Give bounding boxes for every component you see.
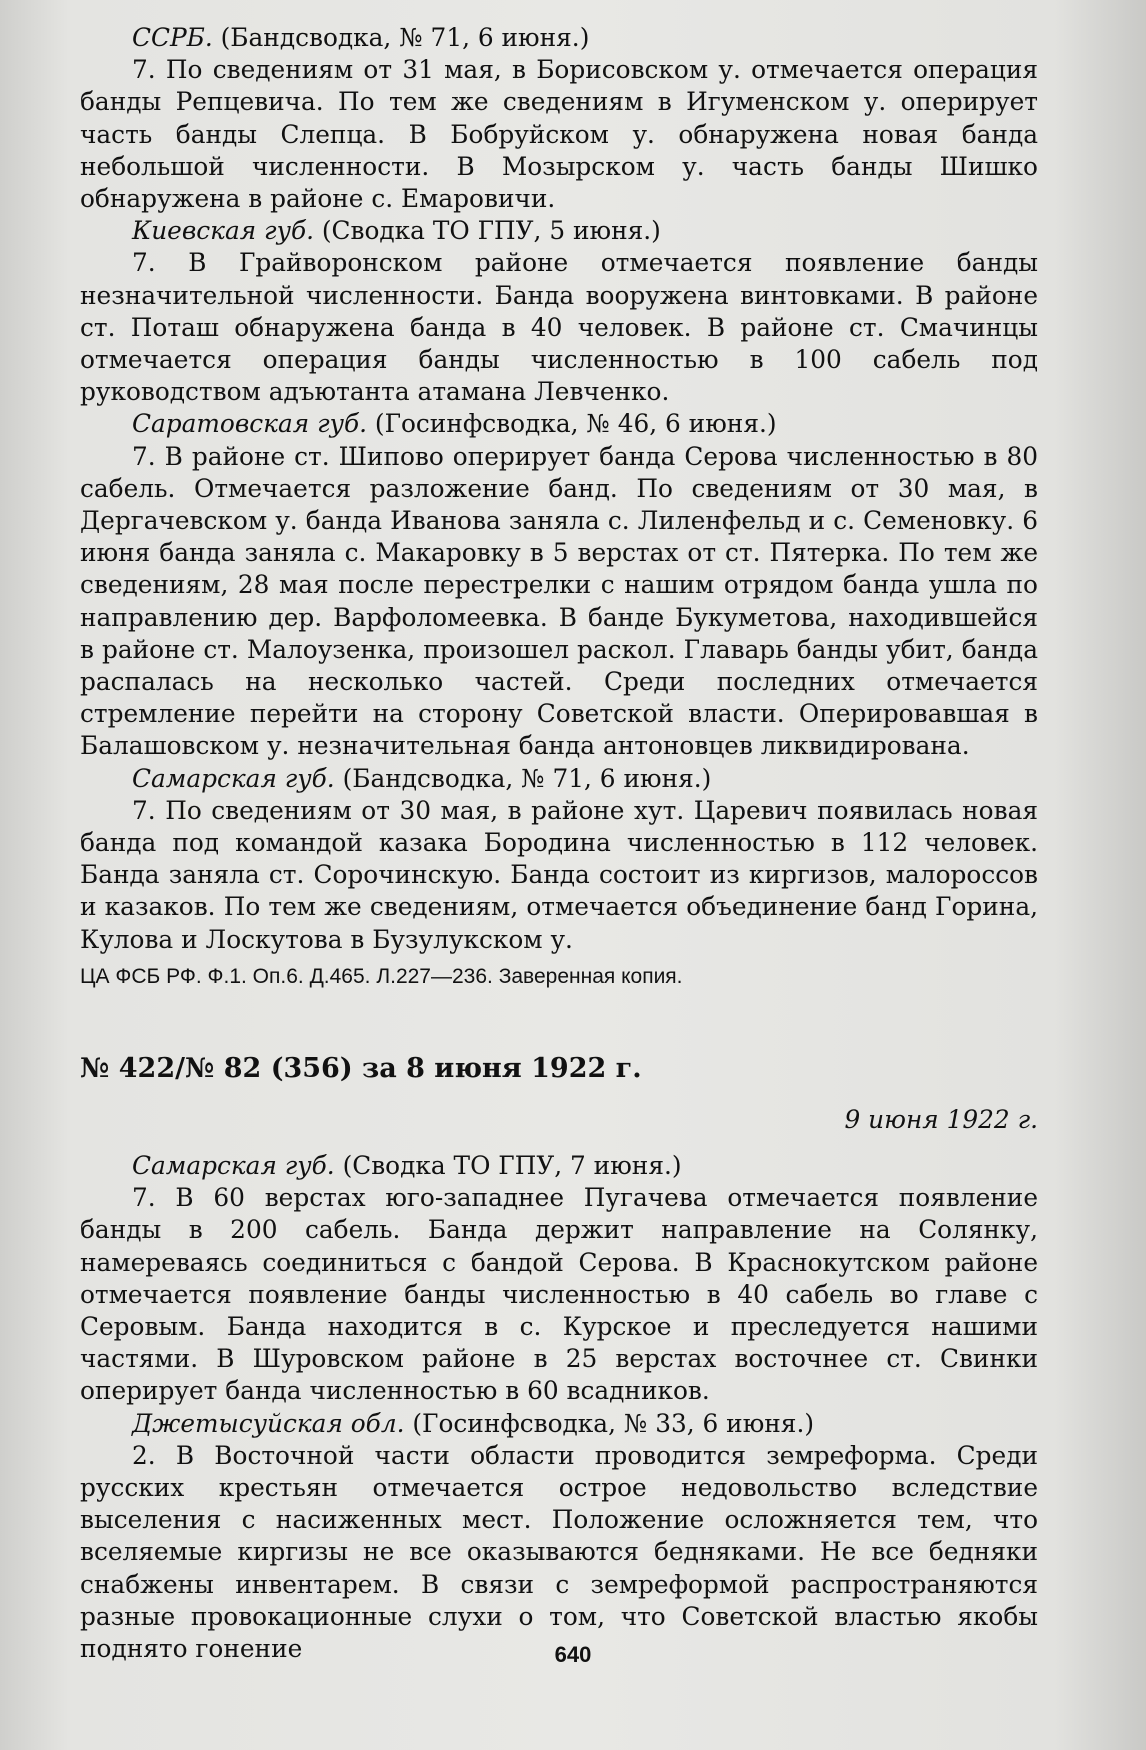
source-ref: (Бандсводка, № 71, 6 июня.): [334, 763, 712, 793]
section-source: [80, 763, 1038, 795]
page-number: 640: [554, 1642, 592, 1667]
document-heading: № 422/№ 82 (356) за 8 июня 1922 г.: [80, 1052, 642, 1084]
section-paragraph: 7. По сведениям от 30 мая, в районе хут. Царевич появилась новая банда под командой казака Бородина численностью в 112 человек. Банда заняла ст. Сорочинскую. Банда состоит из киргизов, малороссов и казаков. По тем же сведениям, отмечается объединение банд Горина, Кулова и Лоскутова в Бузулукском у.: [80, 795, 1038, 954]
report-section-dzhetysu: [80, 1408, 1038, 1666]
section-source: [80, 22, 1038, 54]
region-name: ССРБ.: [132, 23, 213, 52]
source-ref: (Госинфсводка, № 33, 6 июня.): [404, 1408, 815, 1438]
report-section-kiev: [80, 215, 1038, 408]
section-paragraph: 7. По сведениям от 31 мая, в Борисовском у. отмечается операция банды Репцевича. По тем же сведениям в Игуменском у. оперирует часть банды Слепца. В Бобруйском у. обнаружена новая банда небольшой численности. В Мозырском у. часть банды Шишко обнаружена в районе с. Емаровичи.: [80, 55, 1038, 214]
report-section-samara-2: [80, 1150, 1038, 1408]
archive-reference: ЦА ФСБ РФ. Ф.1. Оп.6. Д.465. Л.227—236. Заверенная копия.: [80, 964, 683, 988]
section-source: [80, 1408, 1038, 1440]
region-name: Джетысуйская обл.: [132, 1408, 405, 1438]
section-paragraph: 2. В Восточной части области проводится земреформа. Среди русских крестьян отмечается острое недовольство вследствие выселения с насиженных мест. Положение осложняется тем, что вселяемые киргизы не все оказываются бедняками. Не все бедняки снабжены инвентарем. В связи с земреформой распространяются разные провокационные слухи о том, что Советской властью якобы поднято гонение: [80, 1440, 1038, 1663]
source-ref: (Бандсводка, № 71, 6 июня.): [212, 23, 590, 52]
section-paragraph: 7. В 60 верстах юго-западнее Пугачева отмечается появление банды в 200 сабель. Банда держит направление на Солянку, намереваясь соединиться с бандой Серова. В Краснокутском районе отмечается появление банды численностью в 40 сабель во главе с Серовым. Банда находится в с. Курское и преследуется нашими частями. В Шуровском районе в 25 верстах восточнее ст. Свинки оперирует банда численностью в 60 всадников.: [80, 1183, 1038, 1406]
source-ref: (Госинфсводка, № 46, 6 июня.): [367, 409, 777, 439]
source-ref: (Сводка ТО ГПУ, 5 июня.): [313, 216, 661, 246]
report-section-samara: [80, 763, 1038, 956]
section-source: [80, 1150, 1038, 1182]
section-paragraph: 7. В районе ст. Шипово оперирует банда Серова численностью в 80 сабель. Отмечается разложение банд. По сведениям от 30 мая, в Дергачевском у. банда Иванова заняла с. Лиленфельд и с. Семеновку. 6 июня банда заняла с. Макаровку в 5 верстах от ст. Пятерка. По тем же сведениям, 28 мая после перестрелки с нашим отрядом банда ушла по направлению дер. Варфоломеевка. В банде Букуметова, находившейся в районе ст. Малоузенка, произошел раскол. Главарь банды убит, банда распалась на несколько частей. Среди последних отмечается стремление перейти на сторону Советской власти. Оперировавшая в Балашовском у. незначительная банда антоновцев ликвидирована.: [80, 441, 1038, 761]
section-source: [80, 408, 1038, 440]
region-name: Самарская губ.: [132, 763, 335, 793]
section-source: [80, 215, 1038, 247]
report-section-ssrb: [80, 22, 1038, 215]
document-date: 9 июня 1922 г.: [844, 1104, 1038, 1134]
section-paragraph: 7. В Грайворонском районе отмечается появление банды незначительной численности. Банда вооружена винтовками. В районе ст. Поташ обнаружена банда в 40 человек. В районе ст. Смачинцы отмечается операция банды численностью в 100 сабель под руководством адъютанта атамана Левченко.: [80, 248, 1038, 407]
region-name: Саратовская губ.: [132, 409, 368, 439]
source-ref: (Сводка ТО ГПУ, 7 июня.): [334, 1150, 682, 1180]
report-section-saratov: [80, 408, 1038, 762]
region-name: Самарская губ.: [132, 1150, 335, 1180]
page-body: [80, 22, 1038, 1665]
region-name: Киевская губ.: [132, 216, 314, 246]
